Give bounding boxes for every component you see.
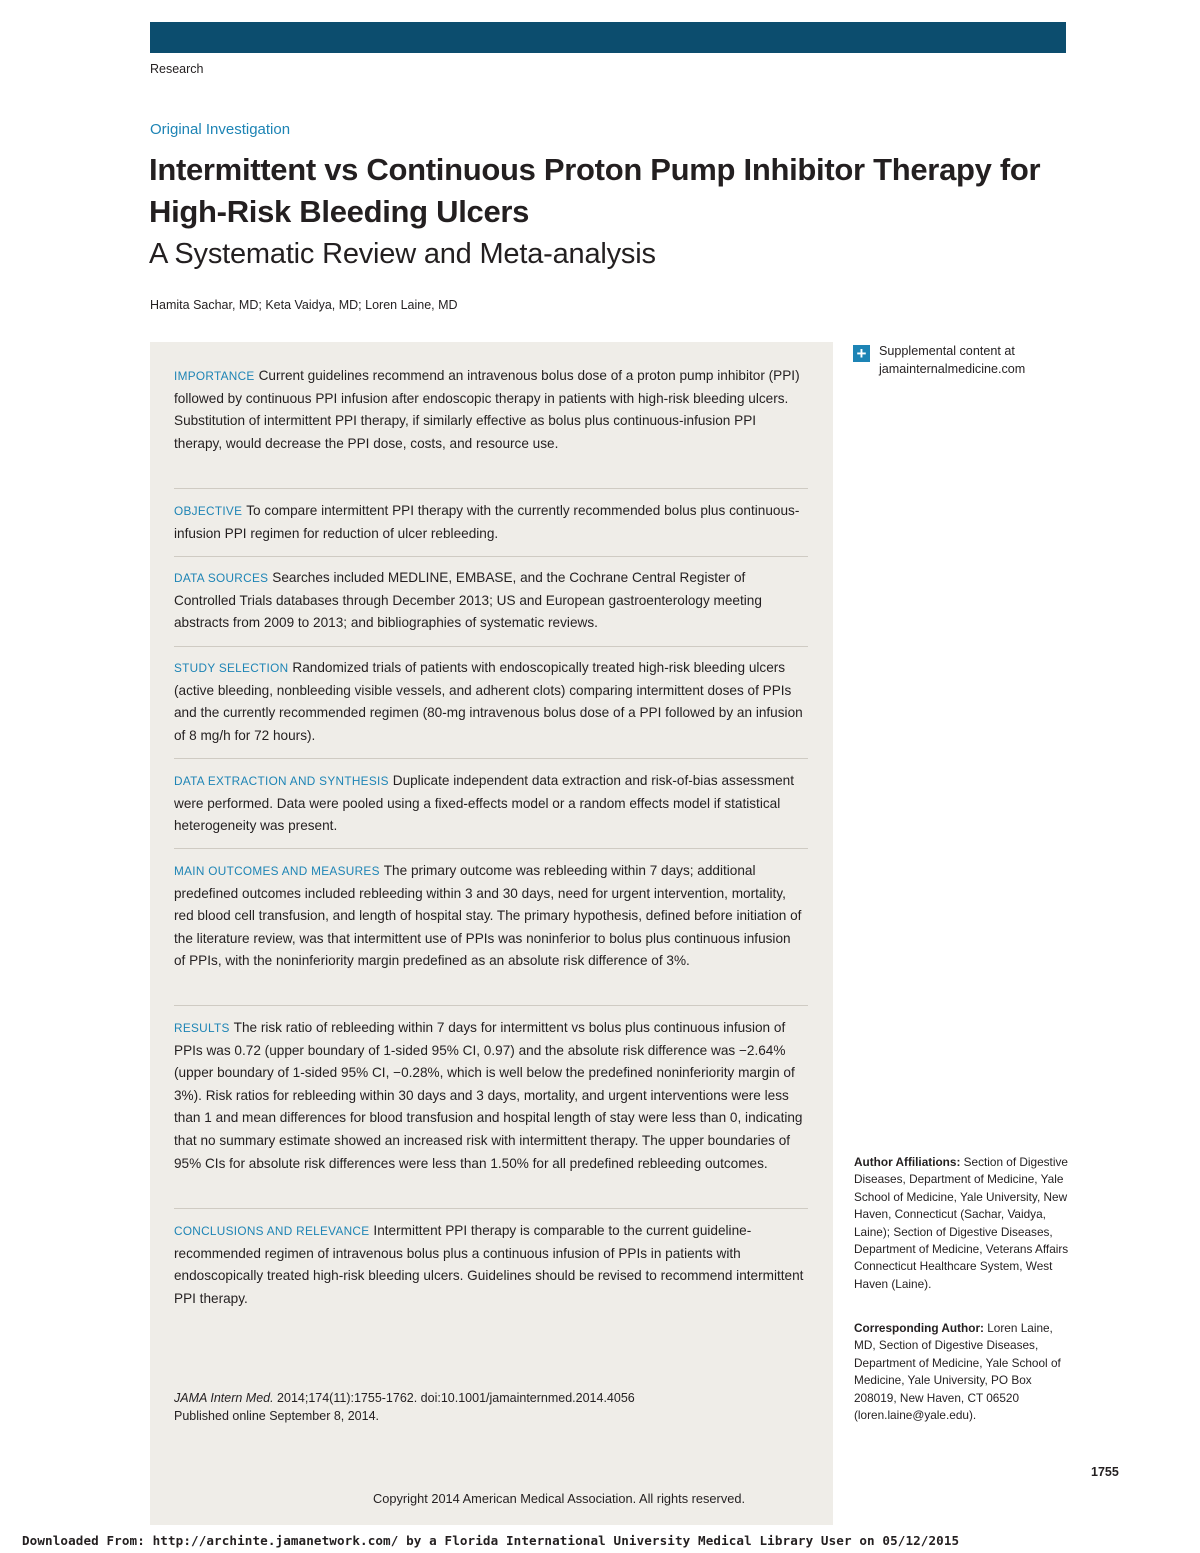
affiliations-text: Section of Digestive Diseases, Department of Medicine, Yale School of Medicine, Yale University, New Haven, Connecticut (Sachar, Vaidya, Laine); Section of Digestive Diseases, Department of Medicine, Veterans Affairs Connecticut Healthcare System, West Haven (Laine). xyxy=(854,1155,1069,1291)
abstract-data-sources xyxy=(174,567,804,635)
abstract-text: Current guidelines recommend an intravenous bolus dose of a proton pump inhibitor (PPI) followed by continuous PPI infusion after endoscopic therapy in patients with high-risk bleeding ulcers. Substitution of intermittent PPI therapy, if similarly effective as bolus plus continuous-infusion PPI therapy, would decrease the PPI dose, costs, and resource use. xyxy=(174,368,800,451)
abstract-label: OBJECTIVE xyxy=(174,504,243,518)
abstract-text: Randomized trials of patients with endoscopically treated high-risk bleeding ulcers (active bleeding, nonbleeding visible vessels, and adherent clots) comparing intermittent doses of PPIs and the currently recommended regimen (80-mg intravenous bolus dose of a PPI followed by an infusion of 8 mg/h for 72 hours). xyxy=(174,660,803,743)
header-bar xyxy=(150,22,1066,53)
divider xyxy=(174,556,808,557)
article-title: Intermittent vs Continuous Proton Pump Inhibitor Therapy for High-Risk Bleeding Ulcers xyxy=(149,152,1041,229)
citation xyxy=(174,1390,635,1425)
author-list: Hamita Sachar, MD; Keta Vaidya, MD; Loren Laine, MD xyxy=(150,298,458,312)
plus-icon[interactable]: + xyxy=(853,345,870,362)
affiliations-label: Author Affiliations: xyxy=(854,1155,961,1169)
article-subtitle: A Systematic Review and Meta-analysis xyxy=(149,238,656,270)
section-label: Research xyxy=(150,62,204,76)
citation-journal: JAMA Intern Med. xyxy=(174,1391,274,1405)
published-date: Published online September 8, 2014. xyxy=(174,1408,380,1423)
corresponding-text: Loren Laine, MD, Section of Digestive Diseases, Department of Medicine, Yale School of Medicine, Yale University, PO Box 208019, New Haven, CT 06520 (loren.laine@yale.edu). xyxy=(854,1321,1061,1423)
abstract-label: MAIN OUTCOMES AND MEASURES xyxy=(174,864,380,878)
abstract-label: RESULTS xyxy=(174,1021,230,1035)
divider xyxy=(174,1208,808,1209)
divider xyxy=(174,488,808,489)
page-number: 1755 xyxy=(1091,1465,1119,1479)
abstract-text: The risk ratio of rebleeding within 7 days for intermittent vs bolus plus continuous infusion of PPIs was 0.72 (upper boundary of 1-sided 95% CI, 0.97) and the absolute risk difference was −2.64% (upper boundary of 1-sided 95% CI, −0.28%, which is well below the predefined noninferiority margin of 3%). Risk ratios for rebleeding within 30 days and 3 days, mortality, and urgent interventions were less than 1 and mean differences for blood transfusion and hospital length of stay were less than 0, indicating that no summary estimate showed an increased risk with intermittent therapy. The upper boundaries of 95% CIs for absolute risk differences were less than 1.50% for all predefined rebleeding outcomes. xyxy=(174,1020,803,1171)
divider xyxy=(174,848,808,849)
abstract-importance xyxy=(174,365,804,455)
divider xyxy=(174,646,808,647)
download-notice: Downloaded From: http://archinte.jamanetwork.com/ by a Florida International University Medical Library User on 05/12/2015 xyxy=(22,1533,960,1548)
abstract-text: Duplicate independent data extraction and risk-of-bias assessment were performed. Data were pooled using a fixed-effects model or a random effects model if statistical heterogeneity was present. xyxy=(174,773,794,834)
abstract-text: Searches included MEDLINE, EMBASE, and the Cochrane Central Register of Controlled Trials databases through December 2013; US and European gastroenterology meeting abstracts from 2009 to 2013; and bibliographies of systematic reviews. xyxy=(174,570,762,631)
abstract-text: To compare intermittent PPI therapy with the currently recommended bolus plus continuous-infusion PPI regimen for reduction of ulcer rebleeding. xyxy=(174,503,800,541)
supplemental-link[interactable]: Supplemental content at jamainternalmedicine.com xyxy=(879,344,1026,376)
abstract-text: Intermittent PPI therapy is comparable to the current guideline-recommended regimen of intravenous bolus plus a continuous infusion of PPIs in patients with endoscopically treated high-risk bleeding ulcers. Guidelines should be revised to recommend intermittent PPI therapy. xyxy=(174,1223,804,1306)
abstract-label: IMPORTANCE xyxy=(174,369,255,383)
citation-details: 2014;174(11):1755-1762. doi:10.1001/jamainternmed.2014.4056 xyxy=(273,1391,635,1405)
abstract-results xyxy=(174,1017,804,1175)
abstract-conclusions xyxy=(174,1220,804,1310)
corresponding-author xyxy=(854,1320,1069,1424)
abstract-label: DATA EXTRACTION AND SYNTHESIS xyxy=(174,774,389,788)
abstract-objective xyxy=(174,500,804,545)
divider xyxy=(174,1005,808,1006)
abstract-data-extraction xyxy=(174,770,804,838)
abstract-text: The primary outcome was rebleeding within 7 days; additional predefined outcomes included rebleeding within 3 and 30 days, need for urgent intervention, mortality, red blood cell transfusion, and length of hospital stay. The primary hypothesis, defined before initiation of the literature review, was that intermittent use of PPIs was noninferior to bolus plus continuous infusion of PPIs, with the noninferiority margin predefined as an absolute risk difference of 3%. xyxy=(174,863,802,969)
article-type: Original Investigation xyxy=(150,121,291,138)
abstract-label: DATA SOURCES xyxy=(174,571,269,585)
abstract-study-selection xyxy=(174,657,804,747)
author-affiliations xyxy=(854,1154,1069,1293)
divider xyxy=(174,758,808,759)
corresponding-label: Corresponding Author: xyxy=(854,1321,984,1335)
abstract-label: CONCLUSIONS AND RELEVANCE xyxy=(174,1224,370,1238)
abstract-label: STUDY SELECTION xyxy=(174,661,289,675)
copyright-notice: Copyright 2014 American Medical Association. All rights reserved. xyxy=(373,1491,746,1506)
abstract-main-outcomes xyxy=(174,860,804,973)
